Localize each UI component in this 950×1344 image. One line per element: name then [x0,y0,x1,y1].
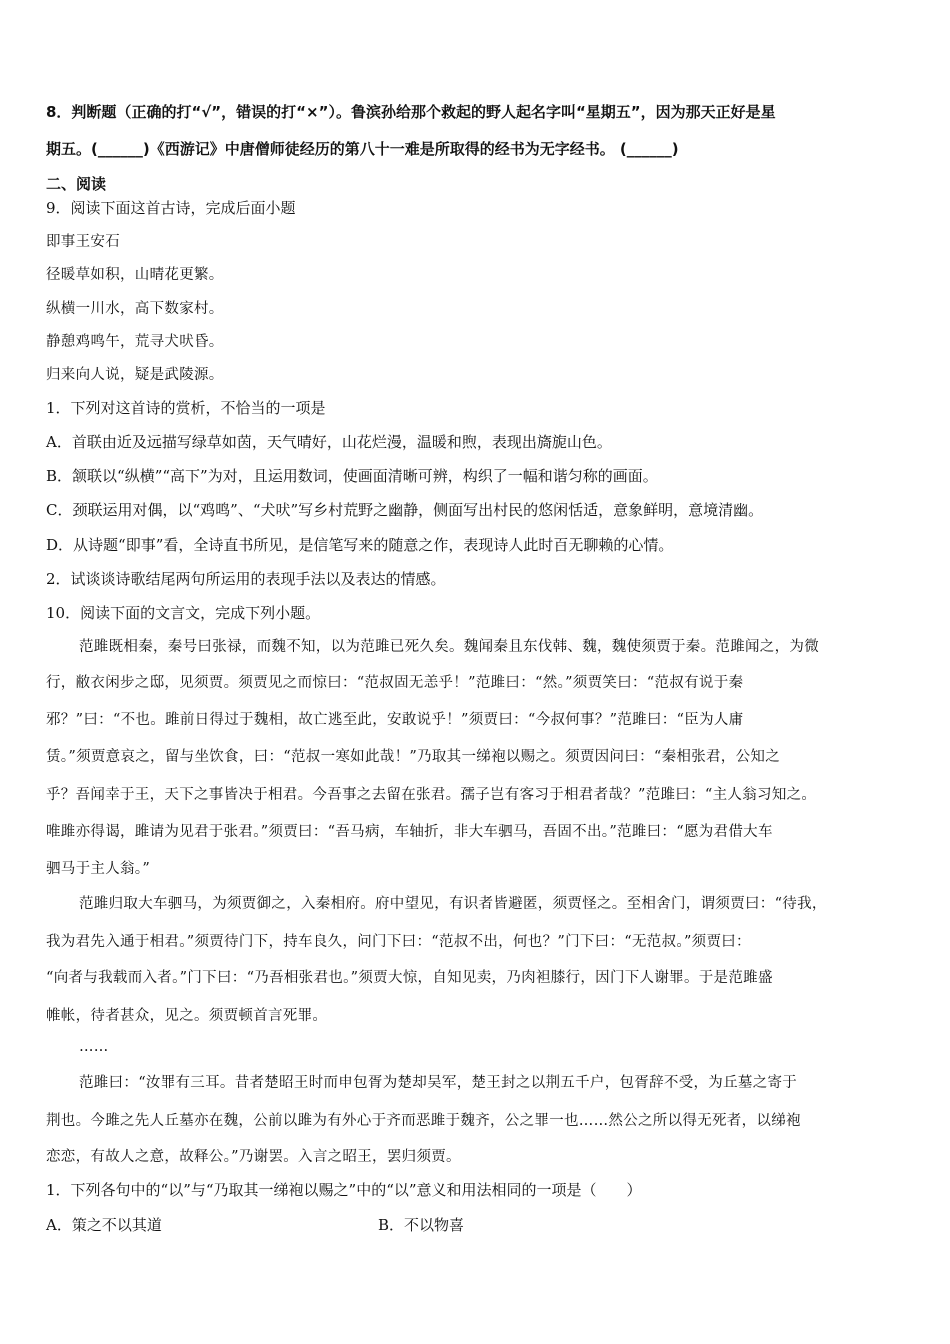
passage-line: 赁。”须贾意哀之，留与坐饮食，曰：“范叔一寒如此哉！”乃取其一绨袍以赐之。须贾因问曰：“秦相张君，公知之 [46,749,780,765]
passage-line: 范雎曰：“汝罪有三耳。昔者楚昭王时而申包胥为楚却吴军，楚王封之以荆五千户，包胥辞不受，为丘墓之寄于 [79,1075,798,1091]
passage-line: 帷帐，待者甚众，见之。须贾顿首言死罪。 [46,1008,328,1024]
q8-line-1: 8．判断题（正确的打“√”，错误的打“×”）。鲁滨孙给那个救起的野人起名字叫“星期五”，因为那天正好是星 [46,103,776,121]
poem-line-2: 纵横一川水，高下数家村。 [46,301,224,317]
poem-line-1: 径暖草如积，山晴花更繁。 [46,267,224,283]
passage-line: 邪？”曰：“不也。雎前日得过于魏相，故亡逃至此，安敢说乎！”须贾曰：“今叔何事？”范雎曰：“臣为人庸 [46,712,744,728]
q9-option-d: D．从诗题“即事”看，全诗直书所见，是信笔写来的随意之作，表现诗人此时百无聊赖的心情。 [46,536,674,554]
q9-prompt: 9．阅读下面这首古诗，完成后面小题 [46,199,296,217]
passage-line: 荆也。今雎之先人丘墓亦在魏，公前以雎为有外心于齐而恶雎于魏齐，公之罪一也……然公之所以得无死者，以绨袍 [46,1113,801,1129]
passage-line: “向者与我载而入者。”门下曰：“乃吾相张君也。”须贾大惊，自知见卖，乃肉袒膝行，因门下人谢罪。于是范雎盛 [46,970,773,986]
section-heading-reading: 二、阅读 [46,175,107,193]
q10-prompt: 10．阅读下面的文言文，完成下列小题。 [46,604,321,622]
q9-option-a: A．首联由近及远描写绿草如茵，天气晴好，山花烂漫，温暖和煦，表现出旖旎山色。 [46,433,612,451]
q9-option-b: B．颔联以“纵横”“高下”为对，且运用数词，使画面清晰可辨，构织了一幅和谐匀称的画面。 [46,467,658,485]
q10-option-b: B．不以物喜 [378,1216,465,1234]
passage-line: 范雎既相秦，秦号曰张禄，而魏不知，以为范雎已死久矣。魏闻秦且东伐韩、魏，魏使须贾于秦。范雎闻之，为微 [79,639,819,655]
passage-line: 行，敝衣闲步之邸，见须贾。须贾见之而惊曰：“范叔固无恙乎！”范雎曰：“然。”须贾笑曰：“范叔有说于秦 [46,675,744,691]
q9-sub-question-1: 1．下列对这首诗的赏析，不恰当的一项是 [46,399,326,417]
passage-line: 乎？吾闻幸于王，天下之事皆决于相君。今吾事之去留在张君。孺子岂有客习于相君者哉？”范雎曰：“主人翁习知之。 [46,787,817,803]
passage-line: 恋恋，有故人之意，故释公。”乃谢罢。入言之昭王，罢归须贾。 [46,1149,461,1165]
q9-option-c: C．颈联运用对偶，以“鸡鸣”、“犬吠”写乡村荒野之幽静，侧面写出村民的悠闲恬适，意象鲜明，意境清幽。 [46,501,764,519]
q10-sub-question-1: 1．下列各句中的“以”与“乃取其一绨袍以赐之”中的“以”意义和用法相同的一项是（ ） [46,1181,642,1199]
passage-line: 范雎归取大车驷马，为须贾御之，入秦相府。府中望见，有识者皆避匿，须贾怪之。至相舍门，谓须贾曰：“待我， [79,896,827,912]
poem-line-3: 静憩鸡鸣午，荒寻犬吠昏。 [46,334,224,350]
passage-line: 我为君先入通于相君。”须贾待门下，持车良久，问门下曰：“范叔不出，何也？”门下曰：“无范叔。”须贾曰： [46,934,751,950]
passage-line: 唯雎亦得谒，雎请为见君于张君。”须贾曰：“吾马病，车轴折，非大车驷马，吾固不出。”范雎曰：“愿为君借大车 [46,824,773,840]
poem-line-4: 归来向人说，疑是武陵源。 [46,367,224,383]
passage-line: 驷马于主人翁。” [46,861,151,877]
passage-ellipsis: …… [79,1039,109,1055]
q8-line-2: 期五。(______)《西游记》中唐僧师徒经历的第八十一难是所取得的经书为无字经书。 (______) [46,140,679,158]
q9-sub-question-2: 2．试谈谈诗歌结尾两句所运用的表现手法以及表达的情感。 [46,570,446,588]
poem-title: 即事王安石 [46,234,120,250]
q10-option-a: A．策之不以其道 [46,1216,162,1234]
